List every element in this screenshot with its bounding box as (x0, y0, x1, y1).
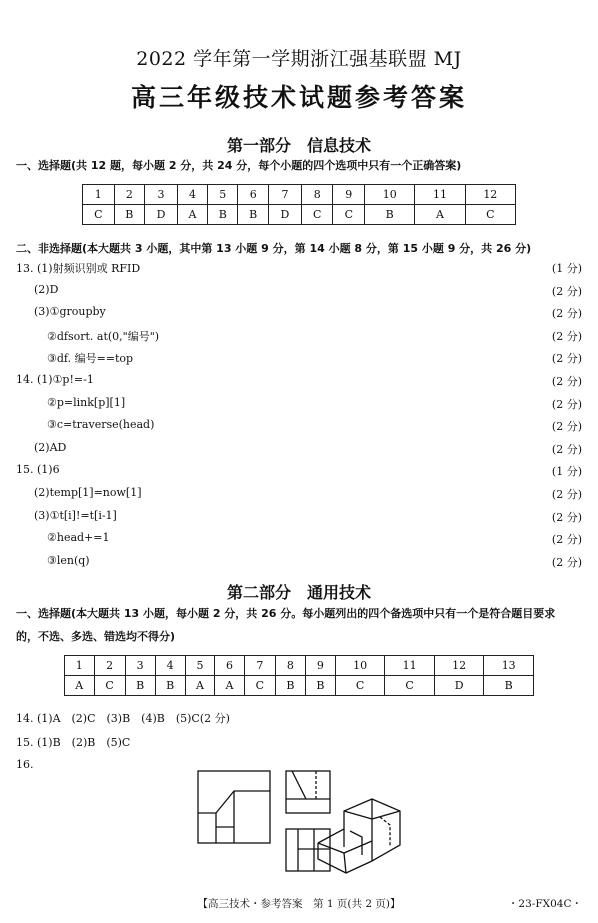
p1-answer-line (16, 328, 582, 346)
p2-question-number-9: 9 (305, 656, 335, 676)
p2-question-number-11: 11 (385, 656, 435, 676)
p2-question-number-10: 10 (335, 656, 385, 676)
answer-score: (2 分) (551, 533, 582, 547)
p2-answer-cell-3: B (125, 676, 155, 696)
p2-question-number-13: 13 (484, 656, 534, 676)
answer-score: (1 分) (551, 465, 582, 479)
p1-answer-line (16, 350, 582, 368)
p1-answer-line (16, 554, 582, 572)
p1-answer-cell-11: A (415, 205, 465, 225)
p1-answer-cell-5: B (208, 205, 238, 225)
answer-score: (2 分) (551, 420, 582, 434)
p2-answer-cell-5: A (185, 676, 215, 696)
p1-answer-cell-8: C (301, 205, 333, 225)
p1-answer-line (16, 373, 582, 391)
answer-text: ③c=traverse(head) (47, 418, 155, 432)
answer-text: (2)temp[1]=now[1] (34, 486, 142, 499)
answer-text: (2)AD (34, 440, 67, 454)
p1-answer-cell-1: C (83, 205, 115, 225)
answer-score: (1 分) (551, 262, 582, 275)
p1-answer-line (16, 396, 582, 414)
p2-answer-cell-2: C (94, 676, 125, 696)
answer-text: (3)①t[i]!=t[i-1] (34, 508, 117, 522)
answer-text: (3)①groupby (34, 305, 106, 319)
p1-question-number-11: 11 (415, 185, 465, 205)
answer-score: (2 分) (551, 510, 582, 524)
p1-question-number-7: 7 (268, 185, 301, 205)
p1-question-number-8: 8 (301, 185, 333, 205)
answer-text: ②p=link[p][1] (47, 395, 126, 409)
p1-question-number-3: 3 (145, 185, 178, 205)
answer-text: ③len(q) (47, 553, 90, 567)
p2-answer-cell-4: B (155, 676, 185, 696)
answer-score: (2 分) (551, 375, 582, 388)
p2-question-number-1: 1 (65, 656, 95, 676)
p1-answer-line (16, 486, 582, 504)
answer-score: (2 分) (551, 329, 582, 343)
p2-line-14: 14. (1)A (2)C (3)B (4)B (5)C(2 分) (16, 712, 230, 725)
p1-answer-cell-2: B (114, 205, 144, 225)
p1-answer-line (16, 418, 582, 436)
p2-question-number-4: 4 (155, 656, 185, 676)
answer-text: 15. (1)6 (16, 463, 60, 477)
p2-answer-cell-10: C (335, 676, 385, 696)
p2-answer-cell-7: C (244, 676, 275, 696)
p1-answer-cell-6: B (238, 205, 268, 225)
part2-answer-table (64, 655, 534, 696)
p2-line-16: 16. (16, 758, 34, 771)
exam-header-title: 高三年级技术试题参考答案 (130, 83, 467, 112)
p1-answer-cell-10: B (365, 205, 415, 225)
p2-question-number-6: 6 (215, 656, 245, 676)
p1-question-number-6: 6 (238, 185, 268, 205)
part2-sec1-title-b: 的，不选、多选、错选均不得分) (16, 630, 176, 643)
p2-question-number-3: 3 (125, 656, 155, 676)
p1-answer-line (16, 305, 582, 323)
p2-question-number-5: 5 (185, 656, 215, 676)
p2-answer-cell-13: B (484, 676, 534, 696)
p2-answer-cell-11: C (385, 676, 435, 696)
answer-text: ②head+=1 (47, 531, 110, 545)
answer-score: (2 分) (551, 307, 582, 321)
p2-answer-cell-1: A (65, 676, 95, 696)
part1-answer-table (82, 184, 516, 225)
answer-text: ③df. 编号==top (47, 352, 134, 366)
p2-line-15: 15. (1)B (2)B (5)C (16, 736, 131, 749)
p1-answer-cell-7: D (268, 205, 301, 225)
answer-text: (2)D (34, 282, 59, 296)
answer-text: 13. (1)射频识别或 RFID (16, 262, 141, 275)
p1-question-number-12: 12 (465, 185, 515, 205)
p1-question-number-4: 4 (178, 185, 208, 205)
p1-question-number-1: 1 (83, 185, 115, 205)
p1-answer-line (16, 531, 582, 549)
p2-question-number-12: 12 (434, 656, 484, 676)
answer-text: 14. (1)①p!=-1 (16, 373, 94, 386)
p2-answer-cell-8: B (275, 676, 305, 696)
p1-question-number-2: 2 (114, 185, 144, 205)
p1-question-number-5: 5 (208, 185, 238, 205)
footer-page-info: 【高三技术・参考答案 第 1 页(共 2 页)】 (197, 898, 401, 910)
p1-answer-cell-12: C (465, 205, 515, 225)
p1-answer-line (16, 441, 582, 459)
p1-answer-cell-9: C (333, 205, 365, 225)
p1-answer-line (16, 463, 582, 481)
p2-question-number-7: 7 (244, 656, 275, 676)
answer-text: ②dfsort. at(0,"编号") (47, 329, 160, 343)
p2-question-number-8: 8 (275, 656, 305, 676)
p1-answer-cell-3: D (145, 205, 178, 225)
answer-score: (2 分) (551, 555, 582, 569)
p2-answer-cell-12: D (434, 676, 484, 696)
part1-sec2-title: 二、非选择题(本大题共 3 小题，其中第 13 小题 9 分，第 14 小题 8 分，第 15 小题 9 分，共 26 分) (16, 242, 532, 255)
part1-sec1-title: 一、选择题(共 12 题，每小题 2 分，共 24 分，每个小题的四个选项中只有一个正确答案) (16, 159, 462, 172)
p1-answer-line (16, 283, 582, 301)
answer-score: (2 分) (551, 284, 582, 298)
isometric-view-drawing (314, 797, 410, 875)
footer-code: ・23-FX04C・ (507, 898, 582, 910)
p1-answer-line (16, 509, 582, 527)
answer-score: (2 分) (551, 397, 582, 411)
part1-title: 第一部分 信息技术 (226, 136, 371, 155)
answer-score: (2 分) (551, 352, 582, 366)
exam-header-line1: 2022 学年第一学期浙江强基联盟 MJ (136, 48, 462, 70)
p2-answer-cell-9: B (305, 676, 335, 696)
p2-answer-cell-6: A (215, 676, 245, 696)
p1-question-number-9: 9 (333, 185, 365, 205)
front-view-drawing (196, 769, 272, 845)
part2-sec1-title-a: 一、选择题(本大题共 13 小题，每小题 2 分，共 26 分。每小题列出的四个备选项中只有一个是符合题目要求 (16, 607, 556, 620)
p1-answer-cell-4: A (178, 205, 208, 225)
p1-answer-line (16, 260, 582, 278)
p1-question-number-10: 10 (365, 185, 415, 205)
part2-title: 第二部分 通用技术 (226, 583, 371, 602)
answer-score: (2 分) (551, 442, 582, 456)
p2-question-number-2: 2 (94, 656, 125, 676)
answer-score: (2 分) (551, 488, 582, 501)
